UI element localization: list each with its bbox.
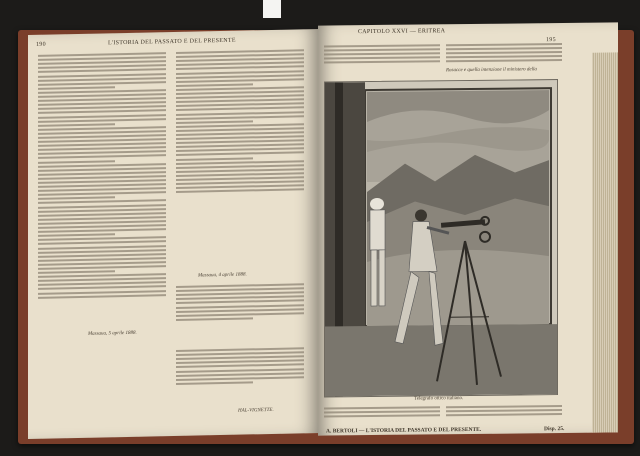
text-line [38, 81, 166, 86]
right-top-text-1 [324, 42, 440, 77]
text-line [176, 120, 253, 124]
text-line [446, 405, 562, 408]
text-line [38, 118, 166, 123]
right-running-header: CAPITOLO XXVI — ERITREA [358, 28, 446, 36]
dispatch-date-2: Massaua, 5 aprile 1888. [88, 330, 137, 337]
text-line [176, 152, 304, 157]
text-line [176, 381, 253, 385]
text-line [38, 123, 115, 127]
text-line [176, 115, 304, 120]
dispatch-date-1: Massaua, 4 aprile 1888. [198, 272, 247, 279]
engraving-illustration [324, 79, 558, 397]
text-line [38, 265, 166, 270]
text-line [38, 86, 115, 90]
page-edges [592, 52, 618, 432]
side-note: Rosacce e quella intenzione il ministero della [446, 67, 537, 74]
text-line [176, 157, 253, 161]
text-line [38, 270, 115, 274]
text-line [324, 406, 440, 409]
text-line [176, 189, 304, 194]
left-page [28, 29, 319, 439]
text-line [176, 317, 253, 321]
text-line [176, 83, 253, 87]
text-line [324, 48, 440, 51]
text-line [38, 228, 166, 233]
text-line [446, 413, 562, 416]
left-column-text-3 [176, 281, 304, 340]
right-page-number: 195 [546, 37, 556, 44]
signature: HAL-VIGNETTE. [238, 407, 274, 414]
text-line [324, 53, 440, 56]
text-line [324, 410, 440, 413]
text-line [38, 155, 166, 160]
text-line [324, 44, 440, 47]
text-line [38, 197, 115, 201]
text-line [446, 47, 562, 50]
text-line [324, 61, 440, 64]
text-line [446, 59, 562, 62]
illustration-caption: Telegrafo ottico italiano. [414, 396, 464, 402]
text-line [446, 43, 562, 46]
text-line [446, 409, 562, 412]
sheet-number: Disp. 25. [544, 425, 565, 433]
text-line [176, 78, 304, 83]
open-book [10, 14, 636, 446]
left-page-number: 190 [36, 41, 46, 48]
right-page [318, 22, 618, 435]
text-line [38, 160, 115, 164]
text-line [38, 233, 115, 237]
text-line [38, 191, 166, 196]
text-line [324, 415, 440, 418]
left-column-text-4 [176, 345, 304, 408]
left-column-text-1 [38, 50, 166, 429]
telegraph-scene [325, 80, 557, 396]
right-bottom-text-2 [446, 403, 562, 426]
page-footer: A. BERTOLI — L'ISTORIA DEL PASSATO E DEL PRESENTE. [326, 426, 482, 435]
left-running-header: L'ISTORIA DEL PASSATO E DEL PRESENTE [108, 37, 236, 47]
left-column-text-2 [176, 47, 304, 270]
text-line [446, 55, 562, 58]
text-line [324, 57, 440, 60]
text-line [176, 376, 304, 381]
text-line [176, 312, 304, 317]
text-line [446, 51, 562, 54]
text-line [38, 294, 166, 299]
right-bottom-text-1 [324, 404, 440, 427]
